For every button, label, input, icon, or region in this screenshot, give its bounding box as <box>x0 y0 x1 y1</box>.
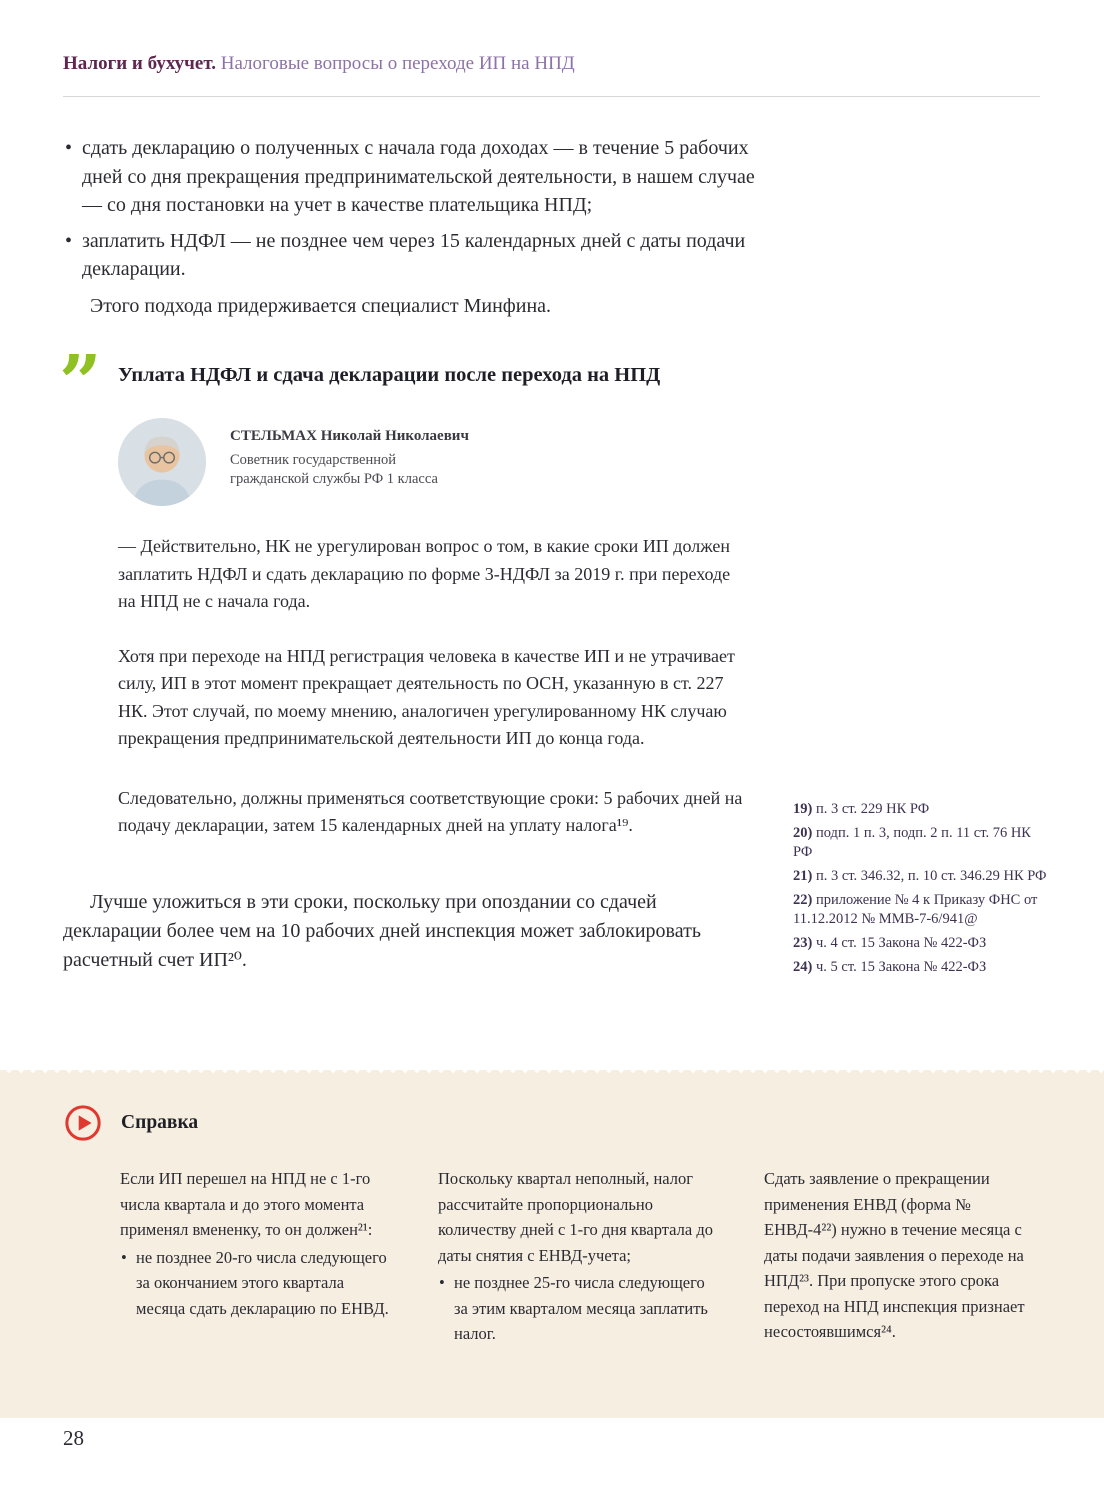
expert-name: СТЕЛЬМАХ Николай Николаевич <box>230 428 469 444</box>
intro-paragraph: Этого подхода придерживается специалист Минфина. <box>90 294 552 317</box>
footnote-number: 23) <box>793 935 813 951</box>
footnotes-sidebar <box>793 800 1051 982</box>
footnote-item <box>793 958 1051 977</box>
column-bullet: • не позднее 25-го числа следующего за этим кварталом месяца заплатить налог. <box>438 1270 720 1347</box>
footnote-text: ч. 5 ст. 15 Закона № 422-ФЗ <box>812 959 987 975</box>
column-lead: Сдать заявление о прекращении применения ЕНВД (форма № ЕНВД-4²²) нужно в течение месяца с даты подачи заявления о переходе на НПД²³. При пропуске этого срока переход на НПД инспекция признает несостоявшимся²⁴. <box>764 1169 1025 1341</box>
footnote-text: подп. 1 п. 3, подп. 2 п. 11 ст. 76 НК РФ <box>793 825 1031 860</box>
play-icon <box>64 1104 102 1142</box>
header-section-title: Налоги и бухучет. <box>63 53 216 74</box>
intro-bullet-list <box>63 134 769 284</box>
footnote-number: 22) <box>793 892 813 908</box>
expert-photo <box>118 418 206 506</box>
closing-paragraph: Лучше уложиться в эти сроки, поскольку при опоздании со сдачей декларации более чем на 10 рабочих дней инспекция может заблокировать расчетный счет ИП²⁰. <box>63 890 701 971</box>
footnote-text: п. 3 ст. 229 НК РФ <box>812 801 930 817</box>
footnote-text: приложение № 4 к Приказу ФНС от 11.12.2012 № ММВ-7-6/941@ <box>793 892 1038 927</box>
person-portrait-icon <box>118 418 206 506</box>
reference-panel <box>0 1076 1104 1418</box>
quote-paragraph: Хотя при переходе на НПД регистрация человека в качестве ИП и не утрачивает силу, ИП в этот момент прекращает деятельность по ОСН, указанную в ст. 227 НК. Этот случай, по моему мнению, аналогичен урегулированному НК случаю прекращения предпринимательской деятельности ИП до конца года. <box>118 645 735 748</box>
reference-title: Справка <box>121 1112 199 1133</box>
footnote-number: 20) <box>793 825 813 841</box>
footnote-item <box>793 891 1051 929</box>
footnote-item <box>793 867 1051 886</box>
header-divider <box>63 96 1040 97</box>
footnote-number: 19) <box>793 801 813 817</box>
reference-column <box>120 1166 394 1347</box>
footnote-number: 21) <box>793 868 813 884</box>
expert-position: Советник государственной гражданской службы РФ 1 класса <box>230 452 438 487</box>
page-number: 28 <box>63 1426 84 1450</box>
bullet-item: • заплатить НДФЛ — не позднее чем через 15 календарных дней с даты подачи декларации. <box>63 227 769 284</box>
reference-header <box>0 1076 1104 1142</box>
footnote-item <box>793 800 1051 819</box>
bullet-item: • сдать декларацию о полученных с начала года доходах — в течение 5 рабочих дней со дня прекращения предпринимательской деятельности, в нашем случае — со дня постановки на учет в качестве плательщика НПД; <box>63 134 769 220</box>
column-lead: Поскольку квартал неполный, налог рассчитайте пропорционально количеству дней с 1-го дня квартала до даты снятия с ЕНВД-учета; <box>438 1169 713 1265</box>
column-bullet-list <box>438 1270 720 1347</box>
quote-body <box>118 360 769 840</box>
footnote-number: 24) <box>793 959 813 975</box>
column-lead: Если ИП перешел на НПД не с 1-го числа квартала и до этого момента применял вмененку, то он должен²¹: <box>120 1169 373 1239</box>
quote-paragraph: — Действительно, НК не урегулирован вопрос о том, в какие сроки ИП должен заплатить НДФЛ и сдать декларацию по форме 3-НДФЛ за 2019 г. при переходе на НПД не с начала года. <box>118 536 731 611</box>
column-bullet-list <box>120 1245 394 1322</box>
reference-columns <box>0 1142 1104 1347</box>
expert-quote-block <box>59 340 769 840</box>
footnote-item <box>793 824 1051 862</box>
quote-icon: ” <box>59 340 102 426</box>
expert-info <box>230 418 469 489</box>
header-article-title: Налоговые вопросы о переходе ИП на НПД <box>215 53 575 74</box>
quote-paragraph: Следовательно, должны применяться соответствующие сроки: 5 рабочих дней на подачу декларации, затем 15 календарных дней на уплату налога¹⁹. <box>118 787 743 835</box>
footnote-item <box>793 934 1051 953</box>
footnote-text: п. 3 ст. 346.32, п. 10 ст. 346.29 НК РФ <box>812 868 1047 884</box>
footnote-text: ч. 4 ст. 15 Закона № 422-ФЗ <box>812 935 987 951</box>
column-bullet: • не позднее 20-го числа следующего за окончанием этого квартала месяца сдать декларацию по ЕНВД. <box>120 1245 394 1322</box>
main-column <box>59 134 769 995</box>
reference-column <box>438 1166 720 1347</box>
reference-column <box>764 1166 1040 1347</box>
quote-title: Уплата НДФЛ и сдача декларации после перехода на НПД <box>118 364 661 386</box>
page-header <box>63 52 1041 76</box>
expert-card <box>118 418 769 506</box>
